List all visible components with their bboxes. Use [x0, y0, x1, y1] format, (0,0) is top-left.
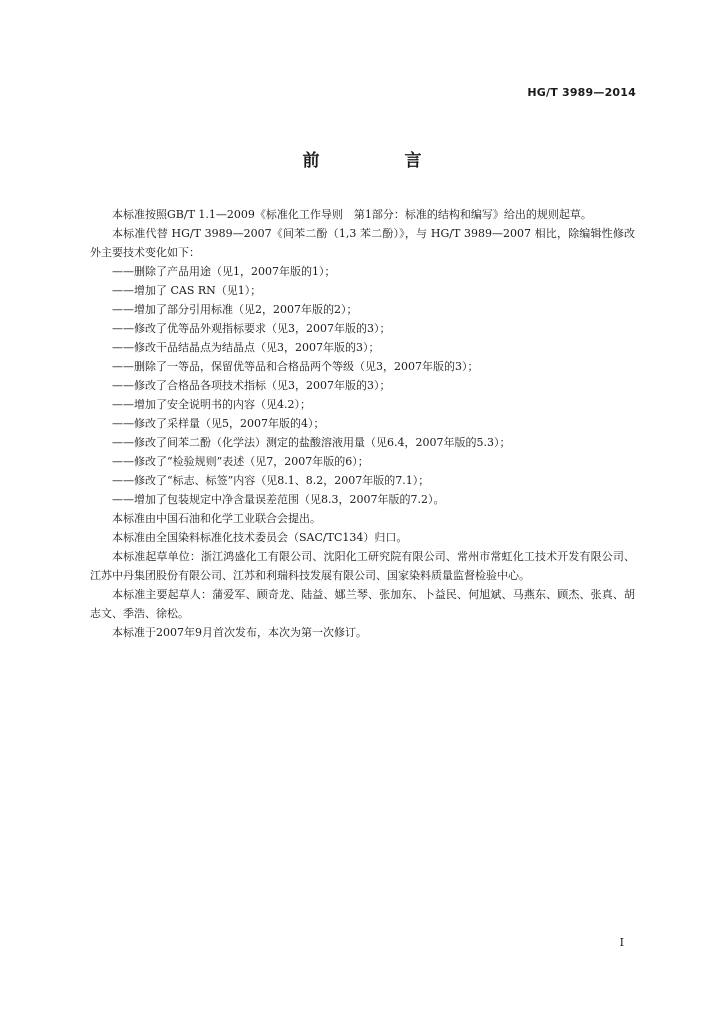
page-number: I: [619, 936, 624, 949]
page-title: 前 言: [302, 151, 456, 171]
change-list: [90, 262, 635, 509]
change-item: ——增加了包装规定中净含量误差范围（见8.3，2007年版的7.2）。: [112, 493, 445, 506]
paragraph-replacement: 本标准代替 HG/T 3989—2007《间苯二酚（1,3 苯二酚）》，与 HG/T 3989—2007 相比，除编辑性修改外主要技术变化如下：: [90, 227, 635, 259]
change-item: ——修改了“检验规则”表述（见7，2007年版的6）；: [112, 455, 369, 468]
change-item: ——增加了 CAS RN（见1）；: [112, 284, 262, 297]
paragraph-drafters: 本标准主要起草人：蒲爱军、顾奇龙、陆益、娜兰琴、张加东、卜益民、何旭斌、马燕东、顾杰、张真、胡志文、季浩、徐松。: [90, 588, 635, 620]
change-item: ——删除了产品用途（见1，2007年版的1）；: [112, 265, 336, 278]
paragraph-committee: 本标准由全国染料标准化技术委员会（SAC/TC134）归口。: [112, 531, 408, 544]
change-item: ——修改了合格品各项技术指标（见3，2007年版的3）；: [112, 379, 391, 392]
standard-code: HG/T 3989—2014: [527, 86, 636, 99]
paragraph-drafting-units: 本标准起草单位：浙江鸿盛化工有限公司、沈阳化工研究院有限公司、常州市常虹化工技术开发有限公司、江苏中丹集团股份有限公司、江苏和利瑞科技发展有限公司、国家染料质量监督检验中心。: [90, 550, 635, 582]
change-item: ——修改了间苯二酚（化学法）测定的盐酸溶液用量（见6.4，2007年版的5.3）；: [112, 436, 511, 449]
change-item: ——增加了部分引用标准（见2，2007年版的2）；: [112, 303, 358, 316]
paragraph-drafting-rules: 本标准按照GB/T 1.1—2009《标准化工作导则 第1部分：标准的结构和编写》给出的规则起草。: [112, 208, 592, 221]
paragraph-history: 本标准于2007年9月首次发布，本次为第一次修订。: [112, 626, 367, 639]
change-item: ——删除了一等品，保留优等品和合格品两个等级（见3，2007年版的3）；: [112, 360, 479, 373]
paragraph-proposer: 本标准由中国石油和化学工业联合会提出。: [112, 512, 321, 525]
change-item: ——修改干品结晶点为结晶点（见3，2007年版的3）；: [112, 341, 380, 354]
change-item: ——增加了安全说明书的内容（见4.2）；: [112, 398, 311, 411]
change-item: ——修改了采样量（见5，2007年版的4）；: [112, 417, 325, 430]
change-item: ——修改了优等品外观指标要求（见3，2007年版的3）；: [112, 322, 391, 335]
foreword-body: [90, 205, 635, 642]
change-item: ——修改了“标志、标签”内容（见8.1、8.2，2007年版的7.1）；: [112, 474, 430, 487]
